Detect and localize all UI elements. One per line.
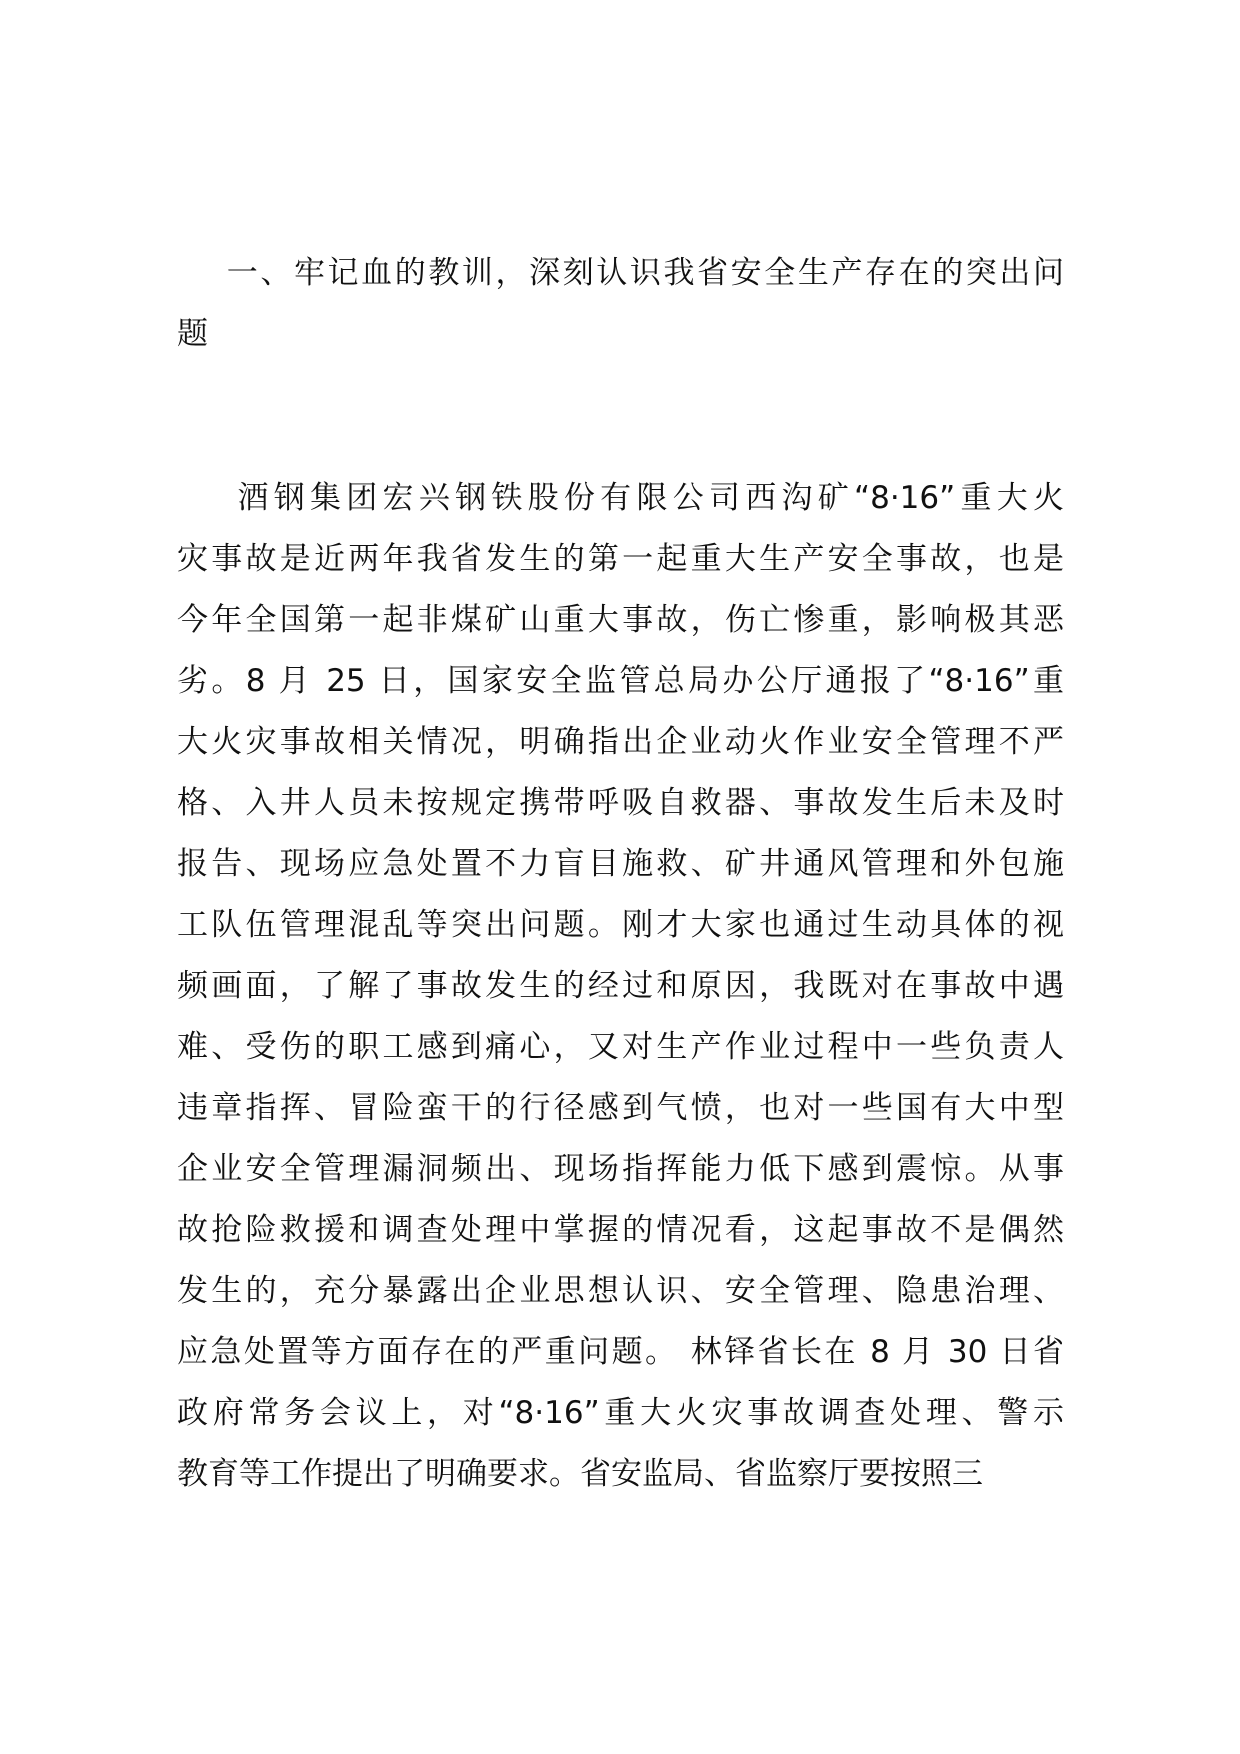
document-content	[177, 243, 1064, 1505]
body-line: 应急处置等方面存在的严重问题。 林铎省长在 8 月 30 日省	[177, 1334, 1064, 1370]
body-line: 故抢险救援和调查处理中掌握的情况看，这起事故不是偶然	[177, 1212, 1064, 1248]
body-line: 大火灾事故相关情况，明确指出企业动火作业安全管理不严	[177, 724, 1064, 760]
body-line: 频画面，了解了事故发生的经过和原因，我既对在事故中遇	[177, 968, 1064, 1004]
body-paragraph	[177, 468, 1064, 1505]
body-line: 报告、现场应急处置不力盲目施救、矿井通风管理和外包施	[177, 846, 1064, 882]
body-line: 劣。8 月 25 日，国家安全监管总局办公厅通报了“8·16”重	[177, 663, 1064, 699]
body-line: 政府常务会议上，对“8·16”重大火灾事故调查处理、警示	[177, 1395, 1064, 1431]
body-line: 格、入井人员未按规定携带呼吸自救器、事故发生后未及时	[177, 785, 1064, 821]
section-heading	[177, 243, 1064, 365]
body-line: 教育等工作提出了明确要求。省安监局、省监察厅要按照三	[177, 1456, 983, 1492]
heading-line: 一、牢记血的教训，深刻认识我省安全生产存在的突出问	[177, 255, 1064, 291]
body-line: 工队伍管理混乱等突出问题。刚才大家也通过生动具体的视	[177, 907, 1064, 943]
body-line: 发生的，充分暴露出企业思想认识、安全管理、隐患治理、	[177, 1273, 1064, 1309]
body-line: 酒钢集团宏兴钢铁股份有限公司西沟矿“8·16”重大火	[177, 480, 1064, 516]
body-line: 难、受伤的职工感到痛心，又对生产作业过程中一些负责人	[177, 1029, 1064, 1065]
body-line: 企业安全管理漏洞频出、现场指挥能力低下感到震惊。从事	[177, 1151, 1064, 1187]
body-line: 违章指挥、冒险蛮干的行径感到气愤，也对一些国有大中型	[177, 1090, 1064, 1126]
body-line: 今年全国第一起非煤矿山重大事故，伤亡惨重，影响极其恶	[177, 602, 1064, 638]
body-line: 灾事故是近两年我省发生的第一起重大生产安全事故，也是	[177, 541, 1064, 577]
heading-line: 题	[177, 316, 208, 352]
